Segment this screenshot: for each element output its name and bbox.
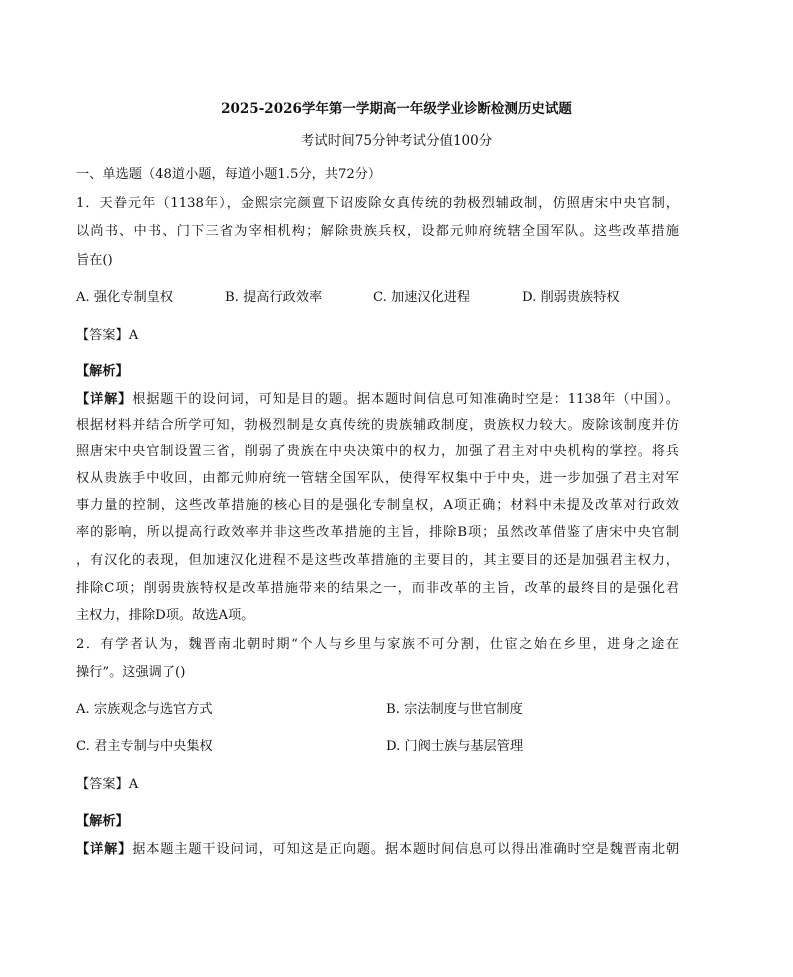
question-1-answer: 【答案】A: [76, 328, 139, 343]
question-2-option-d: D. 门阀士族与基层管理: [386, 739, 524, 754]
question-1-line-1: 1．天眷元年（1138年），金熙宗完颜亶下诏废除女真传统的勃极烈辅政制，仿照唐宋中央官制，: [76, 196, 679, 211]
question-1-detail-line-4: 权从贵族手中收回，由都元帅府统一管辖全国军队，使得军权集中于中央，进一步加强了君主对军: [76, 471, 679, 486]
question-2-option-c: C. 君主专制与中央集权: [76, 739, 213, 754]
question-2-option-a: A. 宗族观念与选官方式: [76, 702, 213, 717]
question-1-detail-line-1: 【详解】根据题干的设问词，可知是目的题。据本题时间信息可知准确时空是：1138年（中国）。: [76, 392, 679, 407]
exam-title: 2025-2026学年第一学期高一年级学业诊断检测历史试题: [221, 101, 572, 117]
question-1-option-c: C. 加速汉化进程: [373, 290, 471, 305]
question-1-detail-line-6: 率的影响，所以提高行政效率并非这些改革措施的主旨，排除B项；虽然改革借鉴了唐宋中央官制: [76, 525, 679, 540]
question-2-option-b: B. 宗法制度与世官制度: [386, 702, 523, 717]
question-1-detail-line-9: 主权力，排除D项。故选A项。: [76, 608, 255, 623]
question-2-analysis-label: 【解析】: [76, 814, 129, 829]
question-1-analysis-label: 【解析】: [76, 364, 129, 379]
question-2-detail-label: 【详解】: [76, 842, 133, 857]
question-1-line-2: 以尚书、中书、门下三省为宰相机构；解除贵族兵权，设都元帅府统辖全国军队。这些改革措施: [76, 224, 679, 239]
section-heading: 一、单选题（48道小题，每道小题1.5分，共72分）: [76, 167, 382, 182]
question-1-detail-line-5: 事力量的控制，这些改革措施的核心目的是强化专制皇权，A项正确；材料中未提及改革对行政效: [76, 498, 679, 513]
question-1-detail-line-2: 根据材料并结合所学可知，勃极烈制是女真传统的贵族辅政制度，贵族权力较大。废除该制度并仿: [76, 418, 679, 433]
question-2-line-1: 2．有学者认为，魏晋南北朝时期“个人与乡里与家族不可分割，仕宦之始在乡里，进身之途在: [76, 637, 679, 652]
question-1-option-a: A. 强化专制皇权: [76, 290, 174, 305]
exam-subtitle: 考试时间75分钟考试分值100分: [300, 133, 493, 149]
question-2-answer: 【答案】A: [76, 777, 139, 792]
question-1-option-d: D. 削弱贵族特权: [522, 290, 620, 305]
question-1-detail-line-7: ，有汉化的表现，但加速汉化进程不是这些改革措施的主要目的，其主要目的还是加强君主权力，: [76, 553, 679, 568]
question-2-line-2: 操行”。这强调了(): [76, 665, 186, 680]
question-2-detail-line-1: 【详解】据本题主题干设问词，可知这是正向题。据本题时间信息可以得出准确时空是魏晋南北朝: [76, 842, 680, 857]
question-1-line-3: 旨在(): [76, 253, 113, 268]
question-1-detail-line-3: 照唐宋中央官制设置三省，削弱了贵族在中央决策中的权力，加强了君主对中央机构的掌控。将兵: [76, 444, 679, 459]
question-1-option-b: B. 提高行政效率: [225, 290, 323, 305]
question-1-detail-line-8: 排除C项；削弱贵族特权是改革措施带来的结果之一，而非改革的主旨，改革的最终目的是强化君: [76, 581, 679, 596]
question-1-detail-label: 【详解】: [76, 392, 133, 407]
